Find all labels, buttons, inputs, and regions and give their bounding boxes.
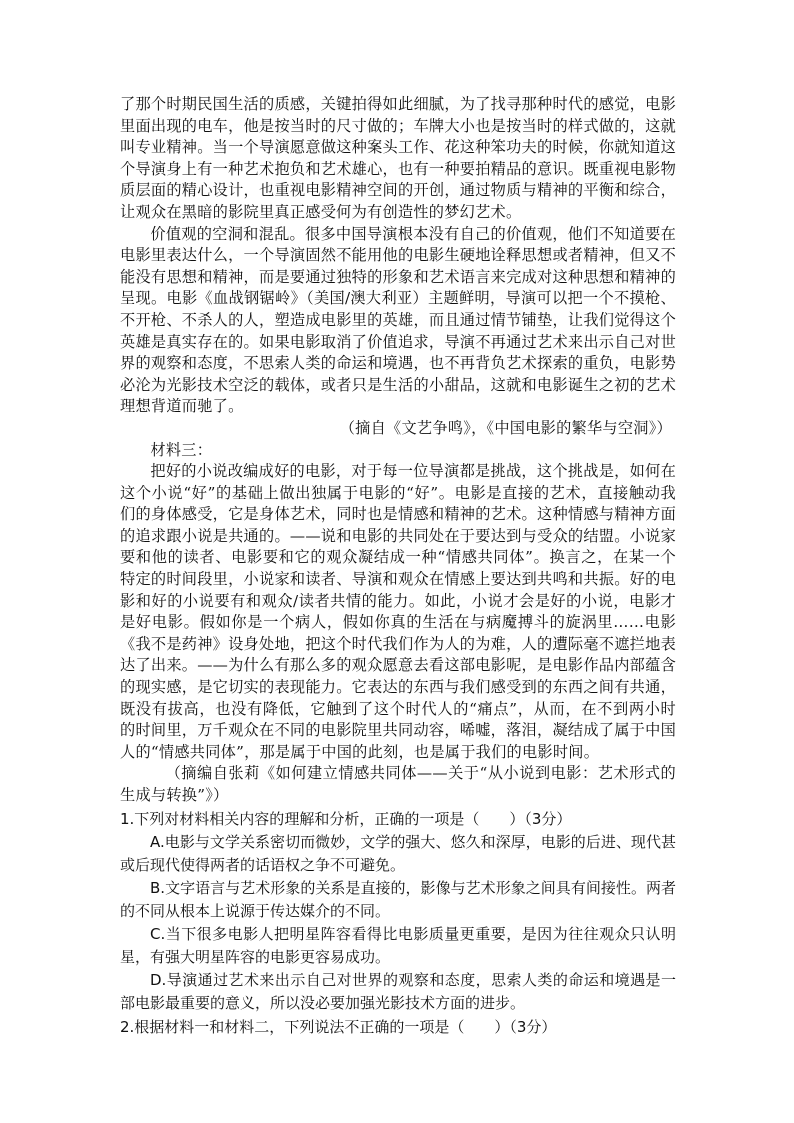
material-three-label: 材料三： xyxy=(150,440,213,459)
material-two-source: （摘自《文艺争鸣》，《中国电影的繁华与空洞》） xyxy=(339,418,672,437)
material-three-source: （摘编自张莉《如何建立情感共同体——关于“从小说到电影：艺术形式的生成与转换”》） xyxy=(120,764,676,804)
question-1-option-c: C.当下很多电影人把明星阵容看得比电影质量更重要，是因为往往观众只认明星，有强大明星阵容的电影更容易成功。 xyxy=(120,924,676,966)
question-1-option-a: A.电影与文学关系密切而微妙，文学的强大、悠久和深厚，电影的后进、现代甚或后现代使得两者的话语权之争不可避免。 xyxy=(120,832,676,874)
material-two-paragraph-1: 了那个时期民国生活的质感，关键拍得如此细腻，为了找寻那种时代的感觉，电影里面出现的电车，他是按当时的尺寸做的；车牌大小也是按当时的样式做的，这就叫专业精神。当一个导演愿意做这种案头工作、花这种笨功夫的时候，你就知道这个导演身上有一种艺术抱负和艺术雄心，也有一种要拍精品的意识。既重视电影物质层面的精心设计，也重视电影精神空间的开创，通过物质与精神的平衡和综合，让观众在黑暗的影院里真正感受何为有创造性的梦幻艺术。 xyxy=(120,95,676,221)
page-content xyxy=(120,94,676,1039)
question-1-stem: 1.下列对材料相关内容的理解和分析，正确的一项是（ ）（3分） xyxy=(120,809,572,828)
material-three-paragraph-1: 把好的小说改编成好的电影，对于每一位导演都是挑战，这个挑战是，如何在这个小说“好”的基础上做出独属于电影的“好”。电影是直接的艺术，直接触动我们的身体感受，它是身体艺术，同时也是情感和精神的艺术。这种情感与精神方面的追求跟小说是共通的。——说和电影的共同处在于要达到与受众的结盟。小说家要和他的读者、电影要和它的观众凝结成一种“情感共同体”。换言之，在某一个特定的时间段里，小说家和读者、导演和观众在情感上要达到共鸣和共振。好的电影和好的小说要有和观众/读者共情的能力。如此，小说才会是好的小说，电影才是好电影。假如你是一个病人，假如你真的生活在与病魔搏斗的旋涡里……电影《我不是药神》设身处地，把这个时代我们作为人的为难，人的遭际毫不遮拦地表达了出来。——为什么有那么多的观众愿意去看这部电影呢，是电影作品内部蕴含的现实感，是它切实的表现能力。它表达的东西与我们感受到的东西之间有共通，既没有拔高，也没有降低，它触到了这个时代人的“痛点”，从而，在不到两小时的时间里，万千观众在不同的电影院里共同动容，唏嘘，落泪，凝结成了属于中国人的“情感共同体”，那是属于中国的此刻，也是属于我们的电影时间。 xyxy=(120,462,676,761)
question-1-option-d: D.导演通过艺术来出示自己对世界的观察和态度，思索人类的命运和境遇是一部电影最重要的意义，所以没必要加强光影技术方面的进步。 xyxy=(120,970,676,1012)
question-1-option-b: B.文字语言与艺术形象的关系是直接的，影像与艺术形象之间具有间接性。两者的不同从根本上说源于传达媒介的不同。 xyxy=(120,878,676,920)
question-2-stem: 2.根据材料一和材料二，下列说法不正确的一项是（ ）（3分） xyxy=(120,1017,557,1036)
material-two-paragraph-2: 价值观的空洞和混乱。很多中国导演根本没有自己的价值观，他们不知道要在电影里表达什么，一个导演固然不能用他的电影生硬地诠释思想或者精神，但又不能没有思想和精神，而是要通过独特的形象和艺术语言来完成对这种思想和精神的呈现。电影《血战钢锯岭》（美国/澳大利亚）主题鲜明，导演可以把一个不摸枪、不开枪、不杀人的人，塑造成电影里的英雄，而且通过情节铺垫，让我们觉得这个英雄是真实存在的。如果电影取消了价值追求，导演不再通过艺术来出示自己对世界的观察和态度，不思索人类的命运和境遇，也不再背负艺术探索的重负，电影势必沦为光影技术空泛的载体，或者只是生活的小甜品，这就和电影诞生之初的艺术理想背道而驰了。 xyxy=(120,224,676,416)
